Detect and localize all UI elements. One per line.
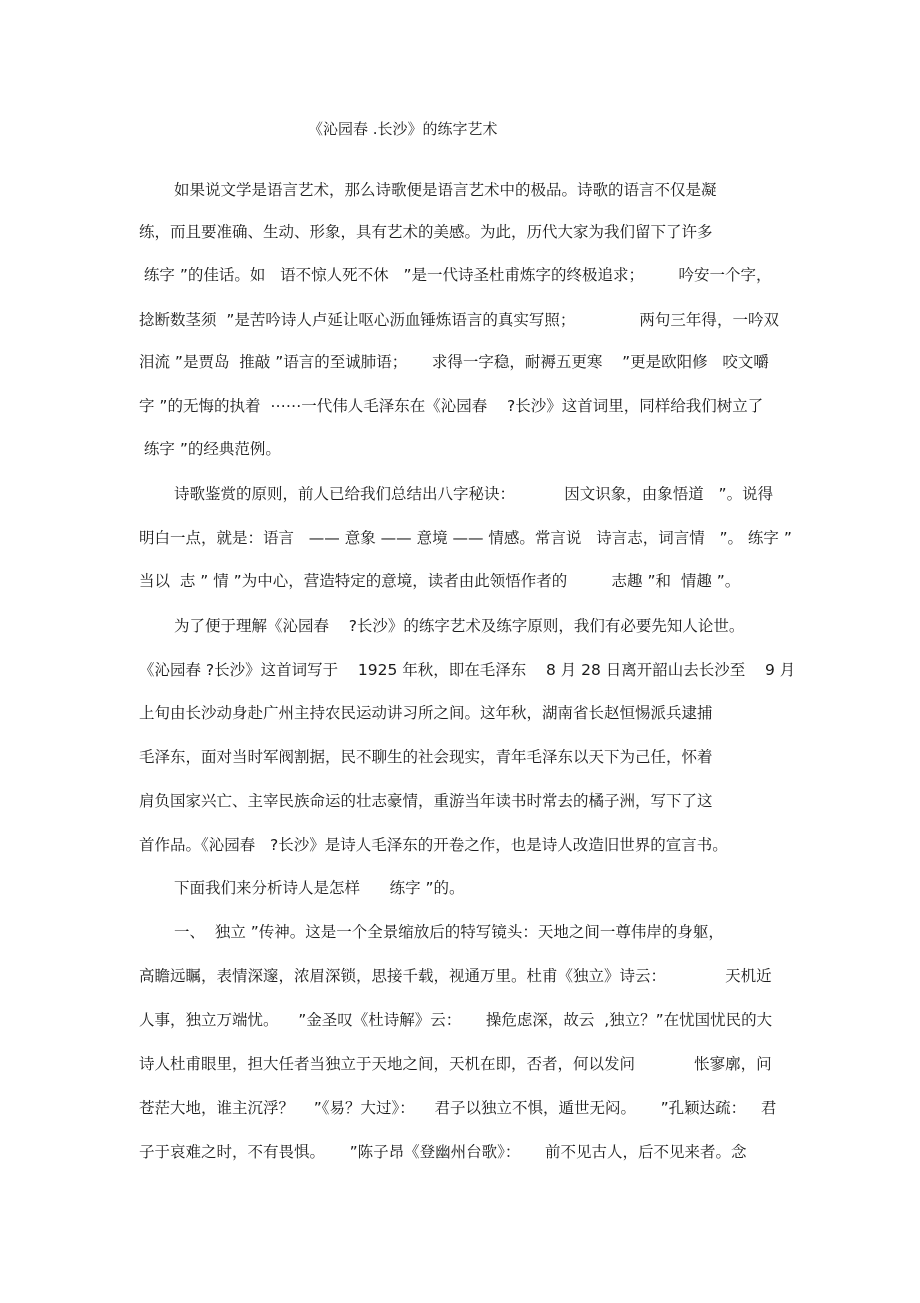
text-line: 苍茫大地，谁主沉浮？ ”《易？大过》： 君子以独立不惧，遁世无闷。 ”孔颖达疏： 君 bbox=[139, 1099, 777, 1117]
text-line: 练字 ”的佳话。如 语不惊人死不休 ”是一代诗圣杜甫炼字的终极追求； 吟安一个字， bbox=[139, 266, 772, 284]
text-line: 人事，独立万端忧。 ”金圣叹《杜诗解》云： 操危虑深，故云 ,独立？”在忧国忧民的大 bbox=[139, 1011, 773, 1029]
text-line: 首作品。《沁园春 ?长沙》是诗人毛泽东的开卷之作，也是诗人改造旧世界的宣言书。 bbox=[139, 836, 728, 854]
text-line: 上旬由长沙动身赴广州主持农民运动讲习所之间。这年秋，湖南省长赵恒惕派兵逮捕 bbox=[139, 704, 713, 722]
text-line: 练字 ”的经典范例。 bbox=[139, 440, 281, 458]
page-title: 《沁园春 .长沙》的练字艺术 bbox=[308, 120, 498, 138]
text-line: 泪流 ”是贾岛 推敲 ”语言的至诚肺语； 求得一字稳，耐褥五更寒 ”更是欧阳修 咬文嚼 bbox=[139, 353, 769, 371]
text-line: 诗人杜甫眼里，担大任者当独立于天地之间，天机在即，否者，何以发问 怅寥廓，问 bbox=[139, 1055, 772, 1073]
text-line: 下面我们来分析诗人是怎样 练字 ”的。 bbox=[174, 879, 465, 897]
text-line: 当以 志 ” 情 ”为中心，营造特定的意境，读者由此领悟作者的 志趣 ”和 情趣 ”。 bbox=[139, 572, 741, 590]
text-line: 诗歌鉴赏的原则，前人已给我们总结出八字秘诀： 因文识象，由象悟道 ”。说得 bbox=[174, 485, 774, 503]
text-line: 明白一点，就是：语言 —— 意象 —— 意境 —— 情感。常言说 诗言志，词言情 ”。 练字 ” bbox=[139, 529, 792, 547]
text-line: 为了便于理解《沁园春 ?长沙》的练字艺术及练字原则，我们有必要先知人论世。 bbox=[174, 617, 745, 635]
text-line: 毛泽东，面对当时军阀割据，民不聊生的社会现实，青年毛泽东以天下为己任，怀着 bbox=[139, 748, 713, 766]
text-line: 字 ”的无悔的执着 ⋯⋯一代伟人毛泽东在《沁园春 ?长沙》这首词里，同样给我们树立了 bbox=[139, 397, 764, 415]
text-line: 子于哀难之时，不有畏惧。 ”陈子昂《登幽州台歌》： 前不见古人，后不见来者。念 bbox=[139, 1143, 747, 1161]
text-line: 高瞻远瞩，表情深邃，浓眉深锁，思接千载，视通万里。杜甫《独立》诗云： 天机近 bbox=[139, 967, 772, 985]
text-line: 如果说文学是语言艺术，那么诗歌便是语言艺术中的极品。诗歌的语言不仅是凝 bbox=[174, 181, 717, 199]
text-line: 捻断数茎须 ”是苦吟诗人卢延让呕心沥血锤炼语言的真实写照； 两句三年得，一吟双 bbox=[139, 311, 779, 329]
text-line: 一、 独立 ”传神。这是一个全景缩放后的特写镜头：天地之间一尊伟岸的身躯， bbox=[174, 923, 724, 941]
text-line: 《沁园春 ?长沙》这首词写于 1925 年秋，即在毛泽东 8 月 28 日离开韶山去长沙至 9 月 bbox=[139, 661, 796, 679]
text-line: 肩负国家兴亡、主宰民族命运的壮志豪情，重游当年读书时常去的橘子洲，写下了这 bbox=[139, 792, 713, 810]
text-line: 练，而且要准确、生动、形象，具有艺术的美感。为此，历代大家为我们留下了许多 bbox=[139, 223, 713, 241]
